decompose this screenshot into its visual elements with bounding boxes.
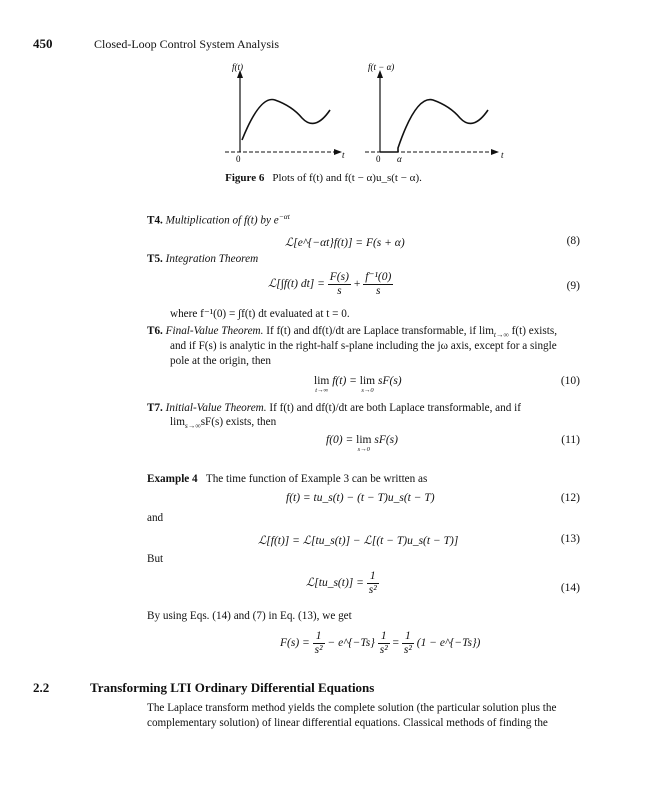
t5-heading <box>147 253 258 265</box>
right-origin: 0 <box>376 154 381 164</box>
t7-title: Initial-Value Theorem. <box>165 402 267 414</box>
eq-F-s: F(s) = $\frac{1}{\text{s²}}$ − e^{−Ts} $\frac{1}{\text{s²}}$ = $\frac{1}{\text{s²}}$ (1 − e^{−Ts}) <box>280 630 481 656</box>
eq9-lhs: ℒ[∫f(t) dt] = <box>268 278 325 291</box>
eqnum-8: (8) <box>566 235 580 247</box>
figure-caption-text: Plots of f(t) and f(t − α)u_s(t − α). <box>272 172 422 184</box>
t4-title-sup: −αt <box>278 212 290 221</box>
eqnum-13: (13) <box>560 533 580 545</box>
eqnum-14: (14) <box>560 582 580 594</box>
t5-label: T5. <box>147 253 163 265</box>
t6-title: Final-Value Theorem. <box>165 325 264 337</box>
curve-f-t <box>242 100 330 141</box>
eq-8: ℒ[e^{−αt}f(t)] = F(s + α) <box>285 237 405 249</box>
example-label: Example 4 <box>147 473 198 485</box>
curve-f-t-minus-alpha <box>398 100 488 152</box>
example-using: By using Eqs. (14) and (7) in Eq. (13), we get <box>147 610 352 622</box>
example-4-intro <box>147 472 427 487</box>
eq-12: f(t) = tu_s(t) − (t − T)u_s(t − T) <box>286 492 435 504</box>
t4-title: Multiplication of f(t) by e <box>165 214 279 227</box>
x-arrow-icon <box>491 149 499 155</box>
page-number: 450 <box>33 36 53 51</box>
t6-line1-sub: t→∞ <box>493 330 509 340</box>
eqnum-9: (9) <box>566 280 580 292</box>
right-t-label: t <box>501 150 504 160</box>
eq9-frac2: $\frac{\text{f⁻¹(0)}}{s}$ <box>365 271 392 297</box>
section-line1: The Laplace transform method yields the complete solution (the particular solution plus the <box>147 702 557 714</box>
figure-6-plots <box>220 60 520 170</box>
eq-13: ℒ[f(t)] = ℒ[tu_s(t)] − ℒ[(t − T)u_s(t − T)] <box>258 535 459 547</box>
t5-where: where f⁻¹(0) = ∫f(t) dt evaluated at t = 0. <box>170 308 350 320</box>
t6-line2: and if F(s) is analytic in the right-half s-plane including the jω axis, except for a single <box>170 340 557 352</box>
t7-label: T7. <box>147 402 163 414</box>
eq9-frac1: $\frac{F(s)}{s}$ <box>329 271 349 297</box>
word-and: and <box>147 512 164 524</box>
t6-line3: pole at the origin, then <box>170 355 271 367</box>
eqnum-12: (12) <box>560 492 580 504</box>
figure-label: Figure 6 <box>225 172 265 184</box>
section-number: 2.2 <box>33 680 50 695</box>
t6-label: T6. <box>147 325 163 337</box>
t4-label: T4. <box>147 214 163 227</box>
eqnum-10: (10) <box>560 375 580 387</box>
left-plot <box>225 62 345 164</box>
eq-10: lim t→∞ f(t) = lim s→0 sF(s) <box>314 375 402 394</box>
left-origin: 0 <box>236 154 241 164</box>
right-shift: α <box>397 154 402 164</box>
t6-line1: If f(t) and df(t)/dt are Laplace transformable, if lim <box>266 325 494 337</box>
eqnum-11: (11) <box>561 434 580 446</box>
t6-line1-end: f(t) exists, <box>511 325 558 337</box>
section-title: Transforming LTI Ordinary Differential Equations <box>90 680 375 695</box>
example-intro-text: The time function of Example 3 can be written as <box>205 473 428 485</box>
eq-9 <box>268 271 393 298</box>
eq9-plus: + <box>353 278 361 291</box>
right-ylabel: f(t − α) <box>368 62 395 72</box>
t7-line1: If f(t) and df(t)/dt are both Laplace transformable, and if <box>269 402 521 414</box>
t7-line2: $\lim_{s\to\infty}sF(s)$ exists, then <box>170 416 277 431</box>
word-but: But <box>147 553 164 565</box>
eq-14: ℒ[tu_s(t)] = $\frac{1}{\text{s²}}$ <box>306 570 377 596</box>
t7-paragraph <box>147 401 587 416</box>
left-ylabel: f(t) <box>232 62 243 72</box>
eq-11: f(0) = lim s→0 sF(s) <box>326 434 398 453</box>
section-line2: complementary solution) of linear differential equations. Classical methods of finding the <box>147 717 548 729</box>
running-title: Closed-Loop Control System Analysis <box>94 37 280 51</box>
t5-title: Integration Theorem <box>165 253 259 265</box>
left-t-label: t <box>342 150 345 160</box>
x-arrow-icon <box>334 149 342 155</box>
t4-heading <box>147 212 290 227</box>
figure-caption <box>0 172 647 184</box>
right-plot <box>365 62 504 164</box>
